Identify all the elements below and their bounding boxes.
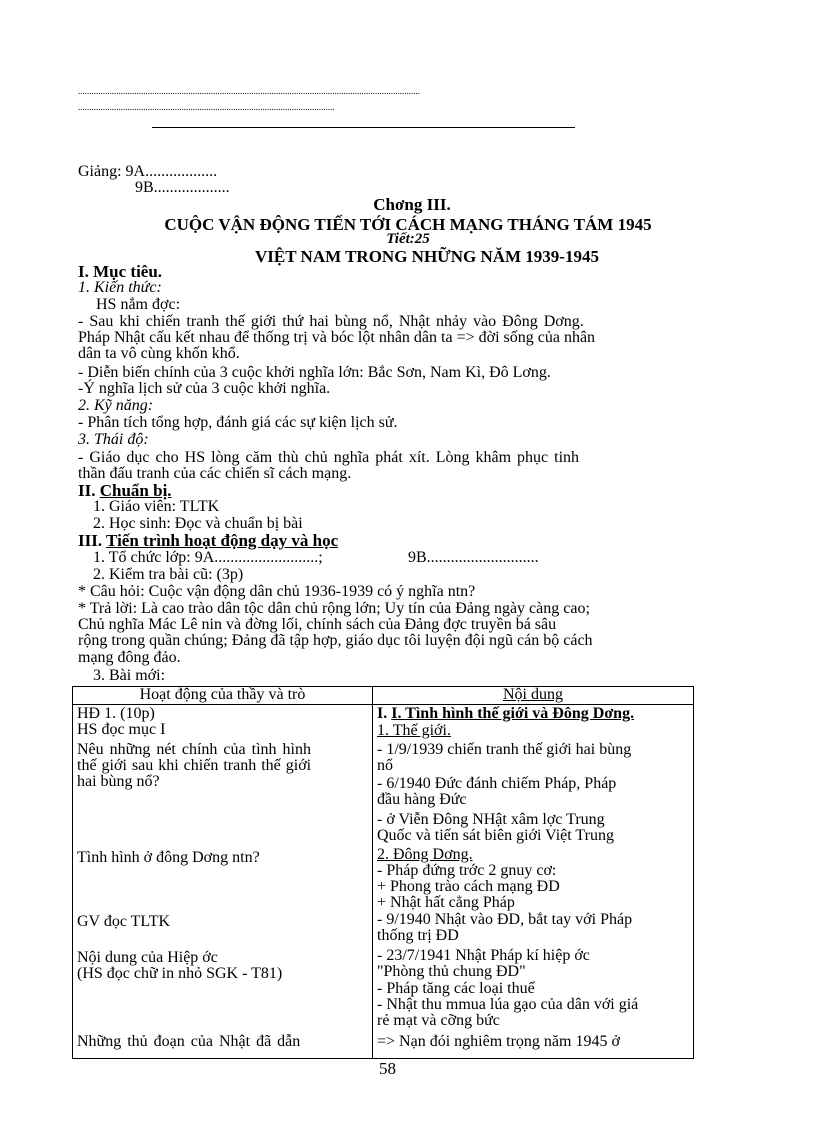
check-answer-line-1: * Trả lời: Là cao trào dân tộc dân chủ rộng lớn; Uy tín của Đảng ngày càng cao; [78,600,590,617]
main-title: CUỘC VẬN ĐỘNG TIẾN TỚI CÁCH MẠNG THÁNG TÁM 1945 [164,215,652,234]
table-cell-activities [73,705,373,1059]
activity-line: thế giới sau khi chiến tranh thế giới [77,757,312,774]
chapter-title: Chơng III. [373,195,451,214]
page-number: 58 [379,1059,396,1078]
preparation-student: 2. Học sinh: Đọc và chuẩn bị bài [93,515,303,532]
check-answer-line-3: rộng trong quần chúng; Đảng đã tập hợp, giáo dục tôi luyện đội ngũ cán bộ cách [78,632,593,649]
content-line: thống trị ĐD [377,927,459,944]
teaching-class-9a: Giảng: 9A.................. [78,163,218,180]
section-preparation-heading: II. Chuẩn bị. [78,481,172,500]
content-line: 1. Thế giới. [377,722,451,739]
table-cell-content [373,705,694,1059]
knowledge-label: 1. Kiến thức: [78,279,162,296]
activity-line: HS đọc mục I [77,721,166,738]
table-header-row [73,687,694,705]
activity-line: hai bùng nổ? [77,773,160,790]
content-line: - Nhật thu mmua lúa gạo của dân với giá [377,996,639,1013]
attitude-label: 3. Thái độ: [78,431,149,448]
content-line: - 23/7/1941 Nhật Pháp kí hiệp ớc [377,947,590,964]
lesson-activity-table [72,686,694,1059]
header-dots-line-1: ........................................................................................................................................................ [78,86,420,96]
lesson-subtitle: VIỆT NAM TRONG NHỮNG NĂM 1939-1945 [255,247,599,266]
attitude-point-1: - Giáo dục cho HS lòng căm thù chủ nghĩa phát xít. Lòng khâm phục tinh [78,449,580,466]
content-line: + Phong trào cách mạng ĐD [377,878,560,895]
activity-line: Tình hình ở đông Dơng ntn? [77,849,260,866]
check-answer-line-4: mạng đông đảo. [78,649,181,666]
content-line: => Nạn đói nghiêm trọng năm 1945 ở [377,1033,620,1050]
preparation-teacher: 1. Giáo viên: TLTK [93,498,220,515]
knowledge-intro: HS nắm đợc: [96,296,181,313]
content-line: - Pháp tăng các loại thuế [377,980,535,997]
lesson-number: Tiết:25 [386,231,430,247]
section-process-heading: III. Tiến trình hoạt động dạy và học [78,531,339,550]
content-line: "Phòng thủ chung ĐD" [377,963,526,980]
knowledge-point-3: -Ý nghĩa lịch sử của 3 cuộc khởi nghĩa. [78,380,331,397]
process-old-lesson-check: 2. Kiểm tra bài cũ: (3p) [93,566,244,583]
header-divider [152,127,575,128]
content-line: - 6/1940 Đức đánh chiếm Pháp, Pháp [377,775,617,792]
content-line: + Nhật hất cẳng Pháp [377,894,515,911]
knowledge-point-1a: - Sau khi chiến tranh thế giới thứ hai bùng nổ, Nhật nhảy vào Đông Dơng. [78,313,584,330]
knowledge-point-1b: Pháp Nhật cấu kết nhau để thống trị và bóc lột nhân dân ta => đời sống của nhân [78,329,596,346]
content-line: rẻ mạt và cỡng bức [377,1012,500,1029]
content-line-heading: I. I. Tình hình thế giới và Đông Dơng. [377,705,635,722]
activity-line: HĐ 1. (10p) [77,705,155,722]
skill-point-1: - Phân tích tổng hợp, đánh giá các sự kiện lịch sử. [78,414,398,431]
skill-label: 2. Kỹ năng: [78,397,154,414]
content-line: - 1/9/1939 chiến tranh thế giới hai bùng [377,741,632,758]
activity-line: Nội dung của Hiệp ớc [77,949,218,966]
new-lesson-label: 3. Bài mới: [93,667,166,684]
teaching-class-9b: 9B................... [135,179,230,196]
knowledge-point-2: - Diễn biến chính của 3 cuộc khởi nghĩa lớn: Bắc Sơn, Nam Kì, Đô Lơng. [78,364,551,381]
header-dots-line-2: .................................................................................................................. [78,102,335,112]
table-header-activity: Hoạt động của thầy và trò [73,687,373,705]
content-line: - Pháp đứng trớc 2 gnuy cơ: [377,862,557,879]
activity-line: Những thủ đoạn của Nhật đã dẫn [77,1033,301,1050]
activity-line: Nêu những nét chính của tình hình [77,741,311,758]
activity-line: (HS đọc chữ in nhỏ SGK - T81) [77,965,283,982]
table-row [73,705,694,1059]
content-line: - ở Viễn Đông NHật xâm lợc Trung [377,811,605,828]
content-line: nổ [377,757,393,774]
process-class-9b: 9B............................ [408,549,539,566]
content-line: 2. Đông Dơng. [377,846,473,863]
check-answer-line-2: Chủ nghĩa Mác Lê nin và đờng lối, chính sách của Đảng đợc truyền bá sâu [78,616,557,633]
content-line: Quốc và tiến sát biên giới Việt Trung [377,827,614,844]
knowledge-point-1c: dân ta vô cùng khốn khổ. [78,345,240,362]
content-line: đầu hàng Đức [377,791,467,808]
activity-line: GV đọc TLTK [77,913,171,930]
content-line: - 9/1940 Nhật vào ĐD, bắt tay với Pháp [377,911,633,928]
section-objectives-heading: I. Mục tiêu. [78,262,163,281]
process-class-organization: 1. Tổ chức lớp: 9A..........................; [93,549,323,566]
check-question: * Câu hỏi: Cuộc vận động dân chủ 1936-1939 có ý nghĩa ntn? [78,583,476,600]
attitude-point-2: thần đấu tranh của các chiến sĩ cách mạng. [78,465,352,482]
table-header-content: Nội dung [373,687,694,705]
